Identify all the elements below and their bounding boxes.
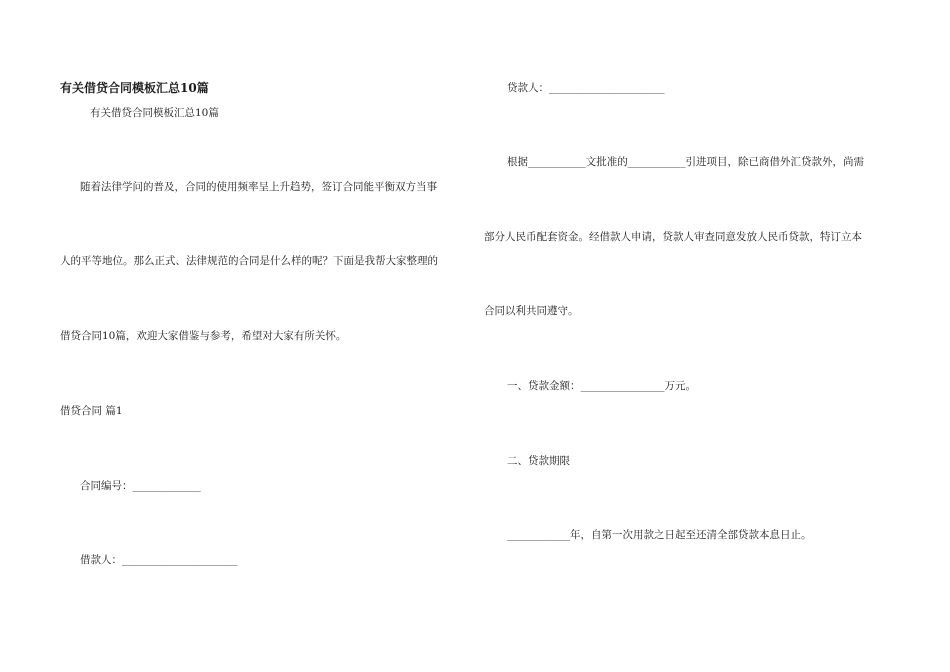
loan-amount-clause: 一、贷款金额：________________万元。: [507, 380, 696, 392]
lender-field: 贷款人：______________________: [507, 82, 665, 94]
contract-number-field: 合同编号：_____________: [80, 480, 201, 492]
document-title: 有关借贷合同模板汇总10篇: [60, 81, 209, 95]
intro-paragraph-line-1: 随着法律学问的普及，合同的使用频率呈上升趋势，签订合同能平衡双方当事: [80, 181, 437, 193]
document-subtitle: 有关借贷合同模板汇总10篇: [90, 107, 219, 119]
basis-paragraph-line-2: 部分人民币配套资金。经借款人申请，贷款人审查同意发放人民币贷款，特订立本: [484, 231, 862, 243]
loan-term-heading: 二、贷款期限: [507, 455, 570, 467]
section-heading: 借贷合同 篇1: [60, 405, 123, 417]
borrower-field: 借款人：______________________: [80, 554, 238, 566]
loan-term-detail: ____________年，自第一次用款之日起至还清全部贷款本息日止。: [507, 529, 812, 541]
intro-paragraph-line-2: 人的平等地位。那么正式、法律规范的合同是什么样的呢？下面是我帮大家整理的: [60, 255, 438, 267]
basis-paragraph-line-1: 根据___________文批准的___________引进项目，除已商借外汇贷款外，尚需: [507, 156, 864, 168]
basis-paragraph-line-3: 合同以利共同遵守。: [484, 305, 579, 317]
intro-paragraph-line-3: 借贷合同10篇，欢迎大家借鉴与参考，希望对大家有所关怀。: [60, 330, 347, 342]
